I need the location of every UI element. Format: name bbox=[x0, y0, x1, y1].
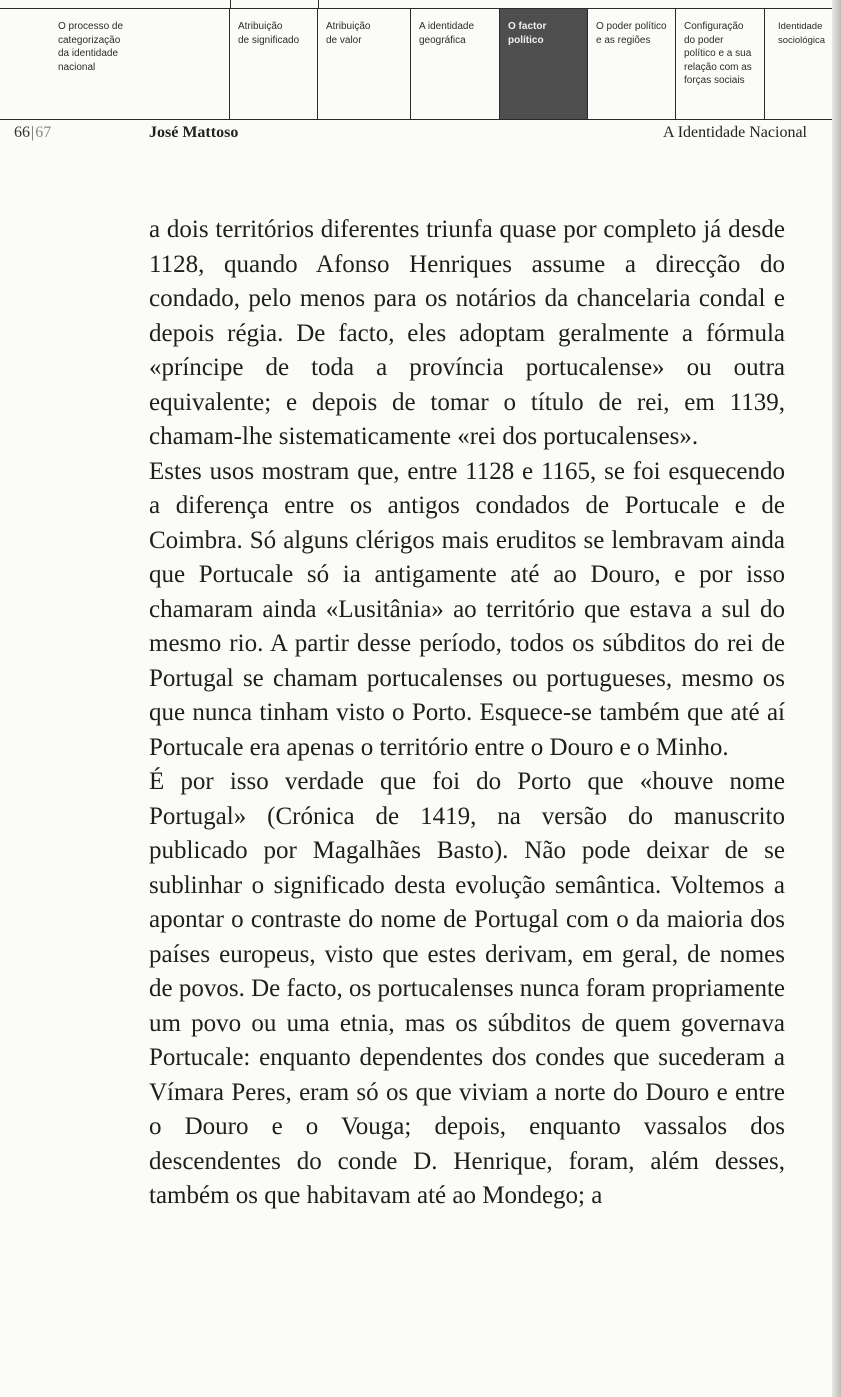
nav-tab-atribuicao-significado[interactable]: Atribuição de significado bbox=[230, 9, 318, 119]
running-header-author: José Mattoso bbox=[149, 124, 239, 141]
paragraph: a dois territórios diferentes triunfa quase por completo já desde 1128, quando Afonso Henriques assume a direcção do condado, pelo menos para os notários da chancelaria condal e depois régia. De facto, eles adoptam geralmente a fórmula «príncipe de toda a província portucalense» ou outra equivalente; e depois de tomar o título de rei, em 1139, chamam-lhe sistematicamente «rei dos portucalenses». bbox=[149, 216, 785, 450]
nav-tab-poder-regioes[interactable]: O poder político e as regiões bbox=[588, 9, 676, 119]
paragraph: É por isso verdade que foi do Porto que «houve nome Portugal» (Crónica de 1419, na versão do manuscrito publicado por Magalhães Basto). Não pode deixar de se sublinhar o significado desta evolução semântica. Voltemos a apontar o contraste do nome de Portugal com o da maioria dos países europeus, visto que estes derivam, em geral, de nomes de povos. De facto, os portucalenses nunca foram propriamente um povo ou uma etnia, mas os súbditos de quem governava Portucale: enquanto dependentes dos condes que sucederam a Vímara Peres, eram só os que viviam a norte do Douro e entre o Douro e o Vouga; depois, enquanto vassalos dos descendentes do conde D. Henrique, foram, além desses, também os que habitavam até ao Mondego; a bbox=[149, 768, 785, 1209]
body-text bbox=[149, 213, 785, 1214]
top-tick-mark bbox=[318, 0, 319, 8]
nav-tab-atribuicao-valor[interactable]: Atribuição de valor bbox=[318, 9, 411, 119]
nav-tab-factor-politico[interactable]: O factor político bbox=[500, 9, 588, 119]
page-edge-shadow bbox=[832, 0, 841, 1397]
running-header-title: A Identidade Nacional bbox=[663, 124, 807, 141]
section-nav-bar bbox=[0, 8, 832, 120]
paragraph: Estes usos mostram que, entre 1128 e 1165, se foi esquecendo a diferença entre os antigos condados de Portucale e de Coimbra. Só alguns clérigos mais eruditos se lembravam ainda que Portucale só ia antigamente até ao Douro, e por isso chamaram ainda «Lusitânia» ao território que estava a sul do mesmo rio. A partir desse período, todos os súbditos do rei de Portugal se chamam portucalenses ou portugueses, mesmo os que nunca tinham visto o Porto. Esquece-se também que até aí Portucale era apenas o território entre o Douro e o Minho. bbox=[149, 457, 785, 761]
page-number-separator: | bbox=[31, 124, 35, 141]
nav-tab-identidade-sociologica[interactable]: Identidade sociológica bbox=[778, 21, 825, 46]
page-number-left: 66 bbox=[14, 124, 30, 141]
page-numbers bbox=[14, 124, 51, 142]
nav-tab-categorizacao[interactable]: O processo de categorização da identidade nacional bbox=[0, 9, 230, 119]
top-tick-mark bbox=[230, 0, 231, 8]
nav-tab-configuracao-poder[interactable]: Configuração do poder político e a sua relação com as forças sociais bbox=[676, 9, 765, 119]
nav-tab-identidade-geografica[interactable]: A identidade geográfica bbox=[411, 9, 500, 119]
page-number-right: 67 bbox=[35, 124, 52, 141]
